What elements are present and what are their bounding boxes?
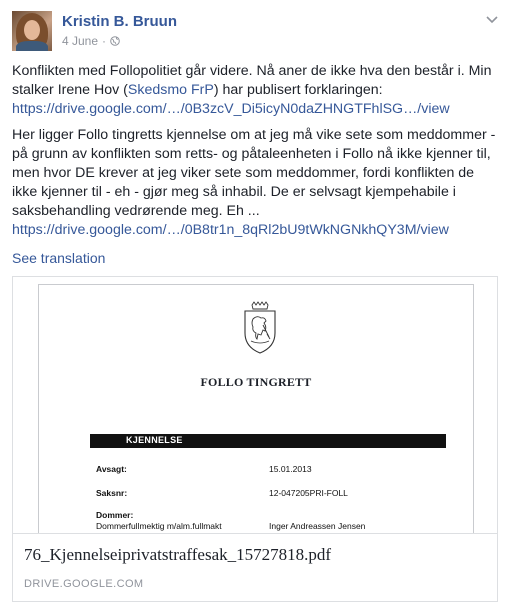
avatar-face [24,20,40,40]
paragraph-2-text: Her ligger Follo tingretts kjennelse om at jeg må vike sete som meddommer - på grunn av konflikten som retts- og påtaleenheten i Follo nå ikke kjenner til, men hvor DE krever at jeg viker sete som meddommer, fordi konflikten de ikke kjenner til - eh - gjør meg så inhabil. De er selvsagt kjempehabile i saksbehandling vedrørende meg. Eh ... [12,127,496,219]
avatar[interactable] [12,11,52,51]
document-preview[interactable] [13,277,497,533]
coat-of-arms-icon [239,301,281,355]
globe-icon[interactable] [110,36,120,46]
post-meta [62,34,120,48]
judge-role: Dommerfullmektig m/alm.fullmakt [96,521,222,531]
court-name: FOLLO TINGRETT [200,375,312,389]
mention-link[interactable]: Skedsmo FrP [127,82,214,98]
doc-row-label: Dommer: [96,510,134,520]
banner-title: KJENNELSE [126,435,183,445]
file-name[interactable]: 76_Kjennelseiprivatstraffesak_15727818.pdf [24,545,332,564]
attachment-footer[interactable] [13,533,497,602]
post-body [12,62,498,247]
link-domain: DRIVE.GOOGLE.COM [24,578,144,590]
document-page [38,284,474,533]
paragraph-1-text: Konflikten med Follopolitiet går videre. Nå aner de ikke hva den består i. Min stalker Irene Hov ( [12,63,492,98]
post-header [12,11,498,53]
judge-name: Inger Andreassen Jensen [269,521,366,531]
doc-row-label: Avsagt: [96,464,127,474]
post-paragraph-2 [12,126,498,240]
author-name[interactable]: Kristin B. Bruun [62,13,177,30]
document-banner [90,434,446,448]
drive-link-2[interactable]: https://drive.google.com/…/0B8tr1n_8qRl2bU9tWkNGNkhQY3M/view [12,222,449,238]
post-date[interactable]: 4 June [62,34,99,48]
avatar-shirt [16,41,48,51]
doc-row-value: 15.01.2013 [269,464,312,474]
drive-link-1[interactable]: https://drive.google.com/…/0B3zcV_Di5icyN0daZHNGTFhlSG…/view [12,101,450,117]
doc-row-label: Saksnr: [96,488,128,498]
post-paragraph-1 [12,62,498,119]
see-translation-link[interactable]: See translation [12,250,106,266]
meta-separator: · [102,34,107,48]
doc-row-value: 12-047205PRI-FOLL [269,488,348,498]
link-attachment[interactable] [12,276,498,602]
chevron-down-icon[interactable] [486,15,498,25]
paragraph-1-text-end: ) har publisert forklaringen: [213,82,383,98]
